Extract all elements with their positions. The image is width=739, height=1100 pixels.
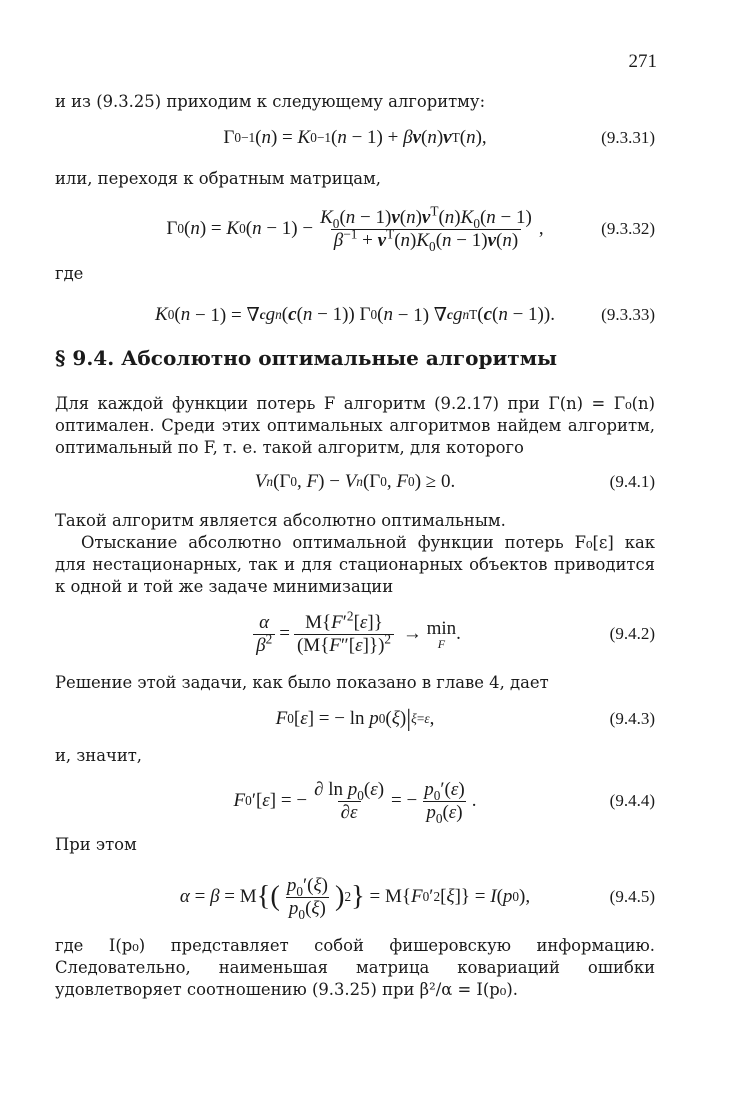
equation-body: α = β = M { ( $\frac{p_0'(\xi)}{p_0(\xi)}$ ) 2 } = M{ F 0 ′ 2 [ ξ ]} = I ( p 0 ),	[179, 874, 531, 922]
equation-number: (9.4.4)	[609, 791, 655, 810]
equation-9-4-3	[55, 699, 655, 739]
equation-9-4-2	[55, 606, 655, 662]
fraction: $\frac{\alpha}{\beta^2}$	[253, 612, 275, 657]
fraction: $\frac{\partial \ln p_0(\varepsilon)}{\partial\varepsilon}$	[314, 778, 385, 823]
equation-number: (9.4.5)	[609, 887, 655, 906]
fraction: $\frac{p_0'(\varepsilon)}{p_0(\varepsilon)}$	[424, 778, 465, 826]
equation-number: (9.4.3)	[609, 709, 655, 728]
equation-number: (9.3.33)	[601, 305, 655, 324]
equation-9-4-4	[55, 773, 655, 829]
equation-body: Γ 0 ( n ) = K 0 ( n − 1) − $\frac{K_0(n - 1)v(n)v^T(n)K_0(n - 1)}{\beta^{-1} + v^T(n)K_0(n - 1)v(n)}$ ,	[166, 203, 544, 254]
equation-number: (9.3.32)	[601, 219, 655, 238]
page-number: 271	[628, 51, 657, 72]
paragraph-1: Для каждой функции потерь F алгоритм (9.2.17) при Γ(n) = Γ₀(n) оптимален. Среди этих оптимальных алгоритмов найдем алгоритм, оптимальный по F, т. е. такой алгоритм, для которого	[55, 394, 655, 457]
paragraph-4: Решение этой задачи, как было показано в главе 4, дает	[55, 673, 549, 692]
equation-body: K 0 ( n − 1) = ∇ c g n ( c ( n − 1)) Γ 0 ( n − 1) ∇ c g n T ( c ( n − 1)).	[155, 304, 555, 326]
equation-9-4-5	[55, 865, 655, 929]
equation-number: (9.3.31)	[601, 128, 655, 147]
equation-body: V n (Γ 0 , F ) − V n (Γ 0 , F 0 ) ≥ 0.	[254, 471, 456, 492]
paragraph-7: где I(p₀) представляет собой фишеровскую информацию. Следовательно, наименьшая матрица ковариаций ошибки удовлетворяет соотношению (9.3.25) при β²/α = I(p₀).	[55, 936, 655, 999]
equation-body: F 0 ′[ ε ] = − $\frac{\partial \ln p_0(\varepsilon)}{\partial\varepsilon}$ = − $\frac{p_0'(\varepsilon)}{p_0(\varepsilon)}$ .	[233, 778, 477, 826]
fraction: $\frac{K_0(n - 1)v(n)v^T(n)K_0(n - 1)}{\beta^{-1} + v^T(n)K_0(n - 1)v(n)}$	[320, 203, 532, 254]
equation-9-3-33	[55, 295, 655, 335]
equation-number: (9.4.2)	[609, 624, 655, 643]
equation-9-3-31	[55, 118, 655, 158]
paragraph-5: и, значит,	[55, 746, 143, 765]
equation-body: Γ 0 −1 ( n ) = K 0 −1 ( n − 1) + β v ( n ) v T ( n ),	[223, 127, 487, 148]
paragraph-2: Такой алгоритм является абсолютно оптимальным.	[55, 511, 506, 530]
paragraph-6: При этом	[55, 835, 137, 854]
intro-text: и из (9.3.25) приходим к следующему алгоритму:	[55, 92, 486, 111]
equation-number: (9.4.1)	[609, 472, 655, 491]
where-text: где	[55, 264, 84, 283]
equation-body: $\frac{\alpha}{\beta^2}$ = $\frac{M\{F'^2[\varepsilon]\}}{(M\{F''[\varepsilon]\})^2}$ → min F .	[55, 606, 655, 662]
paragraph-3: Отыскание абсолютно оптимальной функции потерь F₀[ε] как для нестационарных, так и для стационарных объектов приводится к одной и той же задаче минимизации	[55, 533, 655, 596]
equation-9-4-1	[55, 462, 655, 502]
fraction: $\frac{p_0'(\xi)}{p_0(\xi)}$	[286, 874, 328, 922]
or-text: или, переходя к обратным матрицам,	[55, 169, 381, 188]
fraction: $\frac{M\{F'^2[\varepsilon]\}}{(M\{F''[\varepsilon]\})^2}$	[294, 612, 394, 657]
equation-body: F 0 [ ε ] = − ln p 0 ( ξ ) | ξ=ε ,	[275, 705, 435, 732]
equation-9-3-32	[55, 200, 655, 258]
section-heading: § 9.4. Абсолютно оптимальные алгоритмы	[55, 346, 558, 370]
